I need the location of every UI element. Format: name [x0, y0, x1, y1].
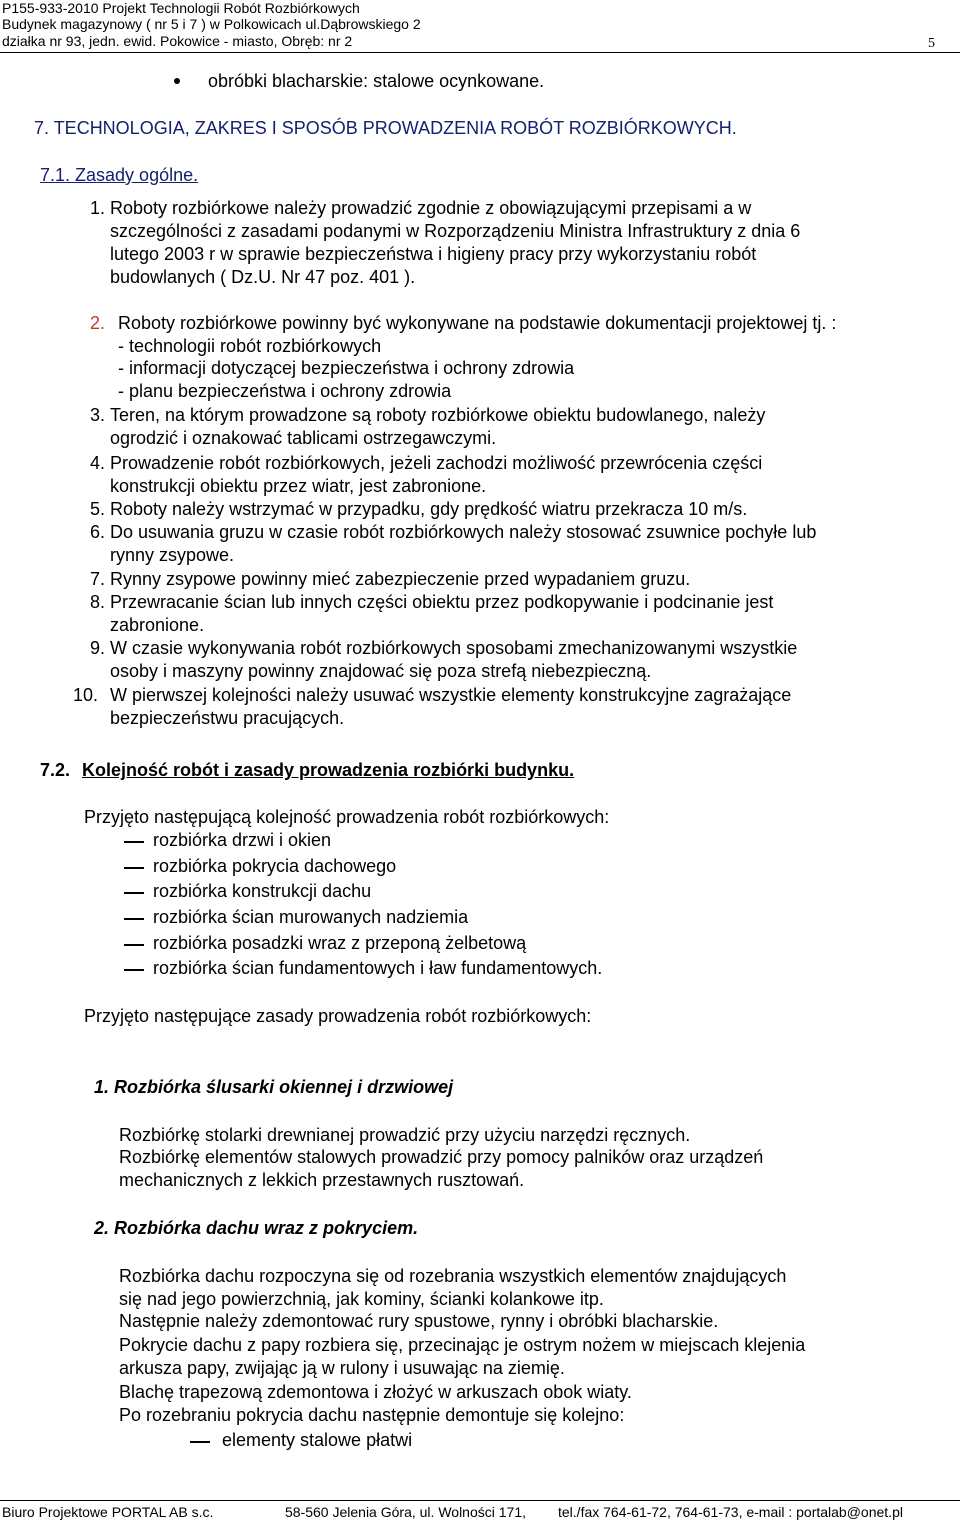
order-list-item: rozbiórka drzwi i okien: [153, 830, 332, 850]
rule-2-line: się nad jego powierzchnią, jak kominy, ścianki kolankowe itp.: [119, 1289, 604, 1309]
item-number: 10.: [73, 685, 99, 705]
item-number: 1.: [90, 198, 106, 218]
item-text-line: W pierwszej kolejności należy usuwać wszystkie elementy konstrukcyjne zagrażające: [110, 685, 792, 705]
item-text-line: W czasie wykonywania robót rozbiórkowych sposobami zmechanizowanymi wszystkie: [110, 638, 798, 658]
item-number: 3.: [90, 405, 106, 425]
rule-1-title: 1. Rozbiórka ślusarki okiennej i drzwiowej: [94, 1077, 454, 1097]
item-number: 6.: [90, 522, 106, 542]
item-text-line: Teren, na którym prowadzone są roboty rozbiórkowe obiektu budowlanego, należy: [110, 405, 766, 425]
item-text-line: Przewracanie ścian lub innych części obiektu przez podkopywanie i podcinanie jest: [110, 592, 774, 612]
bullet-icon: [174, 78, 180, 84]
footer-right: tel./fax 764-61-72, 764-61-73, e-mail : portalab@onet.pl: [558, 1504, 903, 1520]
rule-2-line: Po rozebraniu pokrycia dachu następnie demontuje się kolejno:: [119, 1405, 625, 1425]
rule-2-line: Następnie należy zdemontować rury spustowe, rynny i obróbki blacharskie.: [119, 1311, 719, 1331]
order-list-item: rozbiórka konstrukcji dachu: [153, 881, 372, 901]
order-list-item: rozbiórka ścian fundamentowych i ław fundamentowych.: [153, 958, 603, 978]
dash-icon: [124, 867, 144, 869]
rule-2-line: Rozbiórka dachu rozpoczyna się od rozebrania wszystkich elementów znajdujących: [119, 1266, 787, 1286]
rule-1-line: Rozbiórkę elementów stalowych prowadzić przy pomocy palników oraz urządzeń: [119, 1147, 764, 1167]
item-text-line: konstrukcji obiektu przez wiatr, jest zabronione.: [110, 476, 487, 496]
item-text-line: bezpieczeństwu pracujących.: [110, 708, 345, 728]
item-text-line: osoby i maszyny powinny znajdować się poza strefą niebezpieczną.: [110, 661, 652, 681]
rule-2-title: 2. Rozbiórka dachu wraz z pokryciem.: [94, 1218, 419, 1238]
rule-2-line: Pokrycie dachu z papy rozbiera się, przecinając je ostrym nożem w miejscach klejenia: [119, 1335, 806, 1355]
footer-rule: [0, 1500, 960, 1501]
dash-icon: [124, 892, 144, 894]
item-number: 5.: [90, 499, 106, 519]
page-number: 5: [928, 36, 935, 51]
item-text-line: Roboty rozbiórkowe należy prowadzić zgodnie z obowiązującymi przepisami a w: [110, 198, 752, 218]
item-number: 7.: [90, 569, 106, 589]
dash-icon: [124, 944, 144, 946]
rule-2-line: Blachę trapezową zdemontowa i złożyć w arkuszach obok wiaty.: [119, 1382, 632, 1402]
item-text-line: szczególności z zasadami podanymi w Rozporządzeniu Ministra Infrastruktury z dnia 6: [110, 221, 801, 241]
item-text-line: Prowadzenie robót rozbiórkowych, jeżeli zachodzi możliwość przewrócenia części: [110, 453, 763, 473]
item-text-line: Roboty rozbiórkowe powinny być wykonywane na podstawie dokumentacji projektowej tj. :: [118, 313, 837, 333]
item-text-line: Rynny zsypowe powinny mieć zabezpieczenie przed wypadaniem gruzu.: [110, 569, 691, 589]
section-7-2-number: 7.2.: [40, 760, 71, 780]
order-list-item: rozbiórka posadzki wraz z przeponą żelbetową: [153, 933, 527, 953]
header-rule: [0, 52, 960, 53]
item-number: 8.: [90, 592, 106, 612]
item-text-line: Roboty należy wstrzymać w przypadku, gdy prędkość wiatru przekracza 10 m/s.: [110, 499, 748, 519]
order-list-item: rozbiórka ścian murowanych nadziemia: [153, 907, 469, 927]
section-7-2-title: Kolejność robót i zasady prowadzenia rozbiórki budynku.: [82, 760, 575, 780]
dash-icon: [124, 918, 144, 920]
rule-1-line: Rozbiórkę stolarki drewnianej prowadzić przy użyciu narzędzi ręcznych.: [119, 1125, 691, 1145]
order-list-item: rozbiórka pokrycia dachowego: [153, 856, 397, 876]
item-text-line: Do usuwania gruzu w czasie robót rozbiórkowych należy stosować zsuwnice pochyłe lub: [110, 522, 817, 542]
item-text-line: lutego 2003 r w sprawie bezpieczeństwa i higieny pracy przy wykorzystaniu robót: [110, 244, 757, 264]
item-number: 2.: [90, 313, 106, 333]
item-text-line: rynny zsypowe.: [110, 545, 235, 565]
rule-1-line: mechanicznych z lekkich przestawnych rusztowań.: [119, 1170, 525, 1190]
item-text-line: ogrodzić i oznakować tablicami ostrzegawczymi.: [110, 428, 497, 448]
rules-intro: Przyjęto następujące zasady prowadzenia robót rozbiórkowych:: [84, 1006, 592, 1026]
item-text-line: - planu bezpieczeństwa i ochrony zdrowia: [118, 381, 452, 401]
footer-left: Biuro Projektowe PORTAL AB s.c.: [2, 1504, 214, 1520]
section-7-title: 7. TECHNOLOGIA, ZAKRES I SPOSÓB PROWADZENIA ROBÓT ROZBIÓRKOWYCH.: [34, 118, 737, 138]
item-text-line: - technologii robót rozbiórkowych: [118, 336, 382, 356]
item-number: 4.: [90, 453, 106, 473]
footer-middle: 58-560 Jelenia Góra, ul. Wolności 171,: [285, 1504, 526, 1520]
rule-2-sublist-item: elementy stalowe płatwi: [222, 1430, 413, 1450]
bullet-item-text: obróbki blacharskie: stalowe ocynkowane.: [208, 71, 545, 91]
dash-icon: [124, 841, 144, 843]
header-line-2: Budynek magazynowy ( nr 5 i 7 ) w Polkowicach ul.Dąbrowskiego 2: [2, 16, 421, 32]
header-line-1: P155-933-2010 Projekt Technologii Robót Rozbiórkowych: [2, 0, 360, 16]
header-line-3: działka nr 93, jedn. ewid. Pokowice - miasto, Obręb: nr 2: [2, 33, 353, 49]
order-intro: Przyjęto następującą kolejność prowadzenia robót rozbiórkowych:: [84, 807, 610, 827]
item-text-line: zabronione.: [110, 615, 205, 635]
item-number: 9.: [90, 638, 106, 658]
rule-2-line: arkusza papy, zwijając ją w rulony i usuwając na ziemię.: [119, 1358, 565, 1378]
dash-icon: [124, 969, 144, 971]
dash-icon: [190, 1441, 210, 1443]
section-7-1-title: 7.1. Zasady ogólne.: [40, 165, 199, 185]
item-text-line: budowlanych ( Dz.U. Nr 47 poz. 401 ).: [110, 267, 416, 287]
item-text-line: - informacji dotyczącej bezpieczeństwa i ochrony zdrowia: [118, 358, 575, 378]
